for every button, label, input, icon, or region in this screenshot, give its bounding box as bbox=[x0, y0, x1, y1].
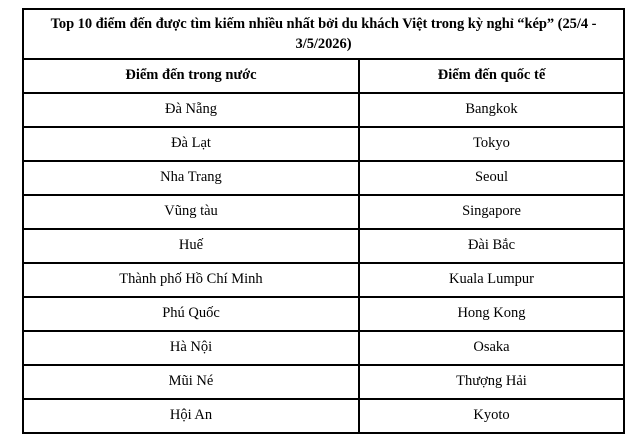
cell-international: Bangkok bbox=[359, 93, 624, 127]
table-body bbox=[23, 9, 624, 433]
table-row bbox=[23, 399, 624, 433]
table-title: Top 10 điểm đến được tìm kiếm nhiều nhất bởi du khách Việt trong kỳ nghỉ “kép” (25/4 - 3/5/2026) bbox=[23, 9, 624, 59]
destinations-table bbox=[22, 8, 625, 434]
column-header-international: Điểm đến quốc tế bbox=[359, 59, 624, 93]
cell-international: Kyoto bbox=[359, 399, 624, 433]
cell-domestic: Hà Nội bbox=[23, 331, 359, 365]
table-title-row bbox=[23, 9, 624, 59]
table-container bbox=[22, 8, 623, 434]
cell-international: Kuala Lumpur bbox=[359, 263, 624, 297]
cell-international: Thượng Hải bbox=[359, 365, 624, 399]
table-row bbox=[23, 229, 624, 263]
cell-international: Osaka bbox=[359, 331, 624, 365]
table-row bbox=[23, 365, 624, 399]
cell-domestic: Mũi Né bbox=[23, 365, 359, 399]
cell-domestic: Nha Trang bbox=[23, 161, 359, 195]
cell-domestic: Đà Nẵng bbox=[23, 93, 359, 127]
table-row bbox=[23, 331, 624, 365]
table-row bbox=[23, 263, 624, 297]
table-row bbox=[23, 297, 624, 331]
table-row bbox=[23, 93, 624, 127]
table-row bbox=[23, 195, 624, 229]
cell-domestic: Vũng tàu bbox=[23, 195, 359, 229]
cell-international: Singapore bbox=[359, 195, 624, 229]
cell-international: Hong Kong bbox=[359, 297, 624, 331]
column-header-domestic: Điểm đến trong nước bbox=[23, 59, 359, 93]
cell-domestic: Phú Quốc bbox=[23, 297, 359, 331]
cell-international: Đài Bắc bbox=[359, 229, 624, 263]
table-row bbox=[23, 127, 624, 161]
cell-international: Seoul bbox=[359, 161, 624, 195]
table-row bbox=[23, 161, 624, 195]
cell-international: Tokyo bbox=[359, 127, 624, 161]
cell-domestic: Thành phố Hồ Chí Minh bbox=[23, 263, 359, 297]
table-header-row bbox=[23, 59, 624, 93]
cell-domestic: Hội An bbox=[23, 399, 359, 433]
cell-domestic: Huế bbox=[23, 229, 359, 263]
cell-domestic: Đà Lạt bbox=[23, 127, 359, 161]
